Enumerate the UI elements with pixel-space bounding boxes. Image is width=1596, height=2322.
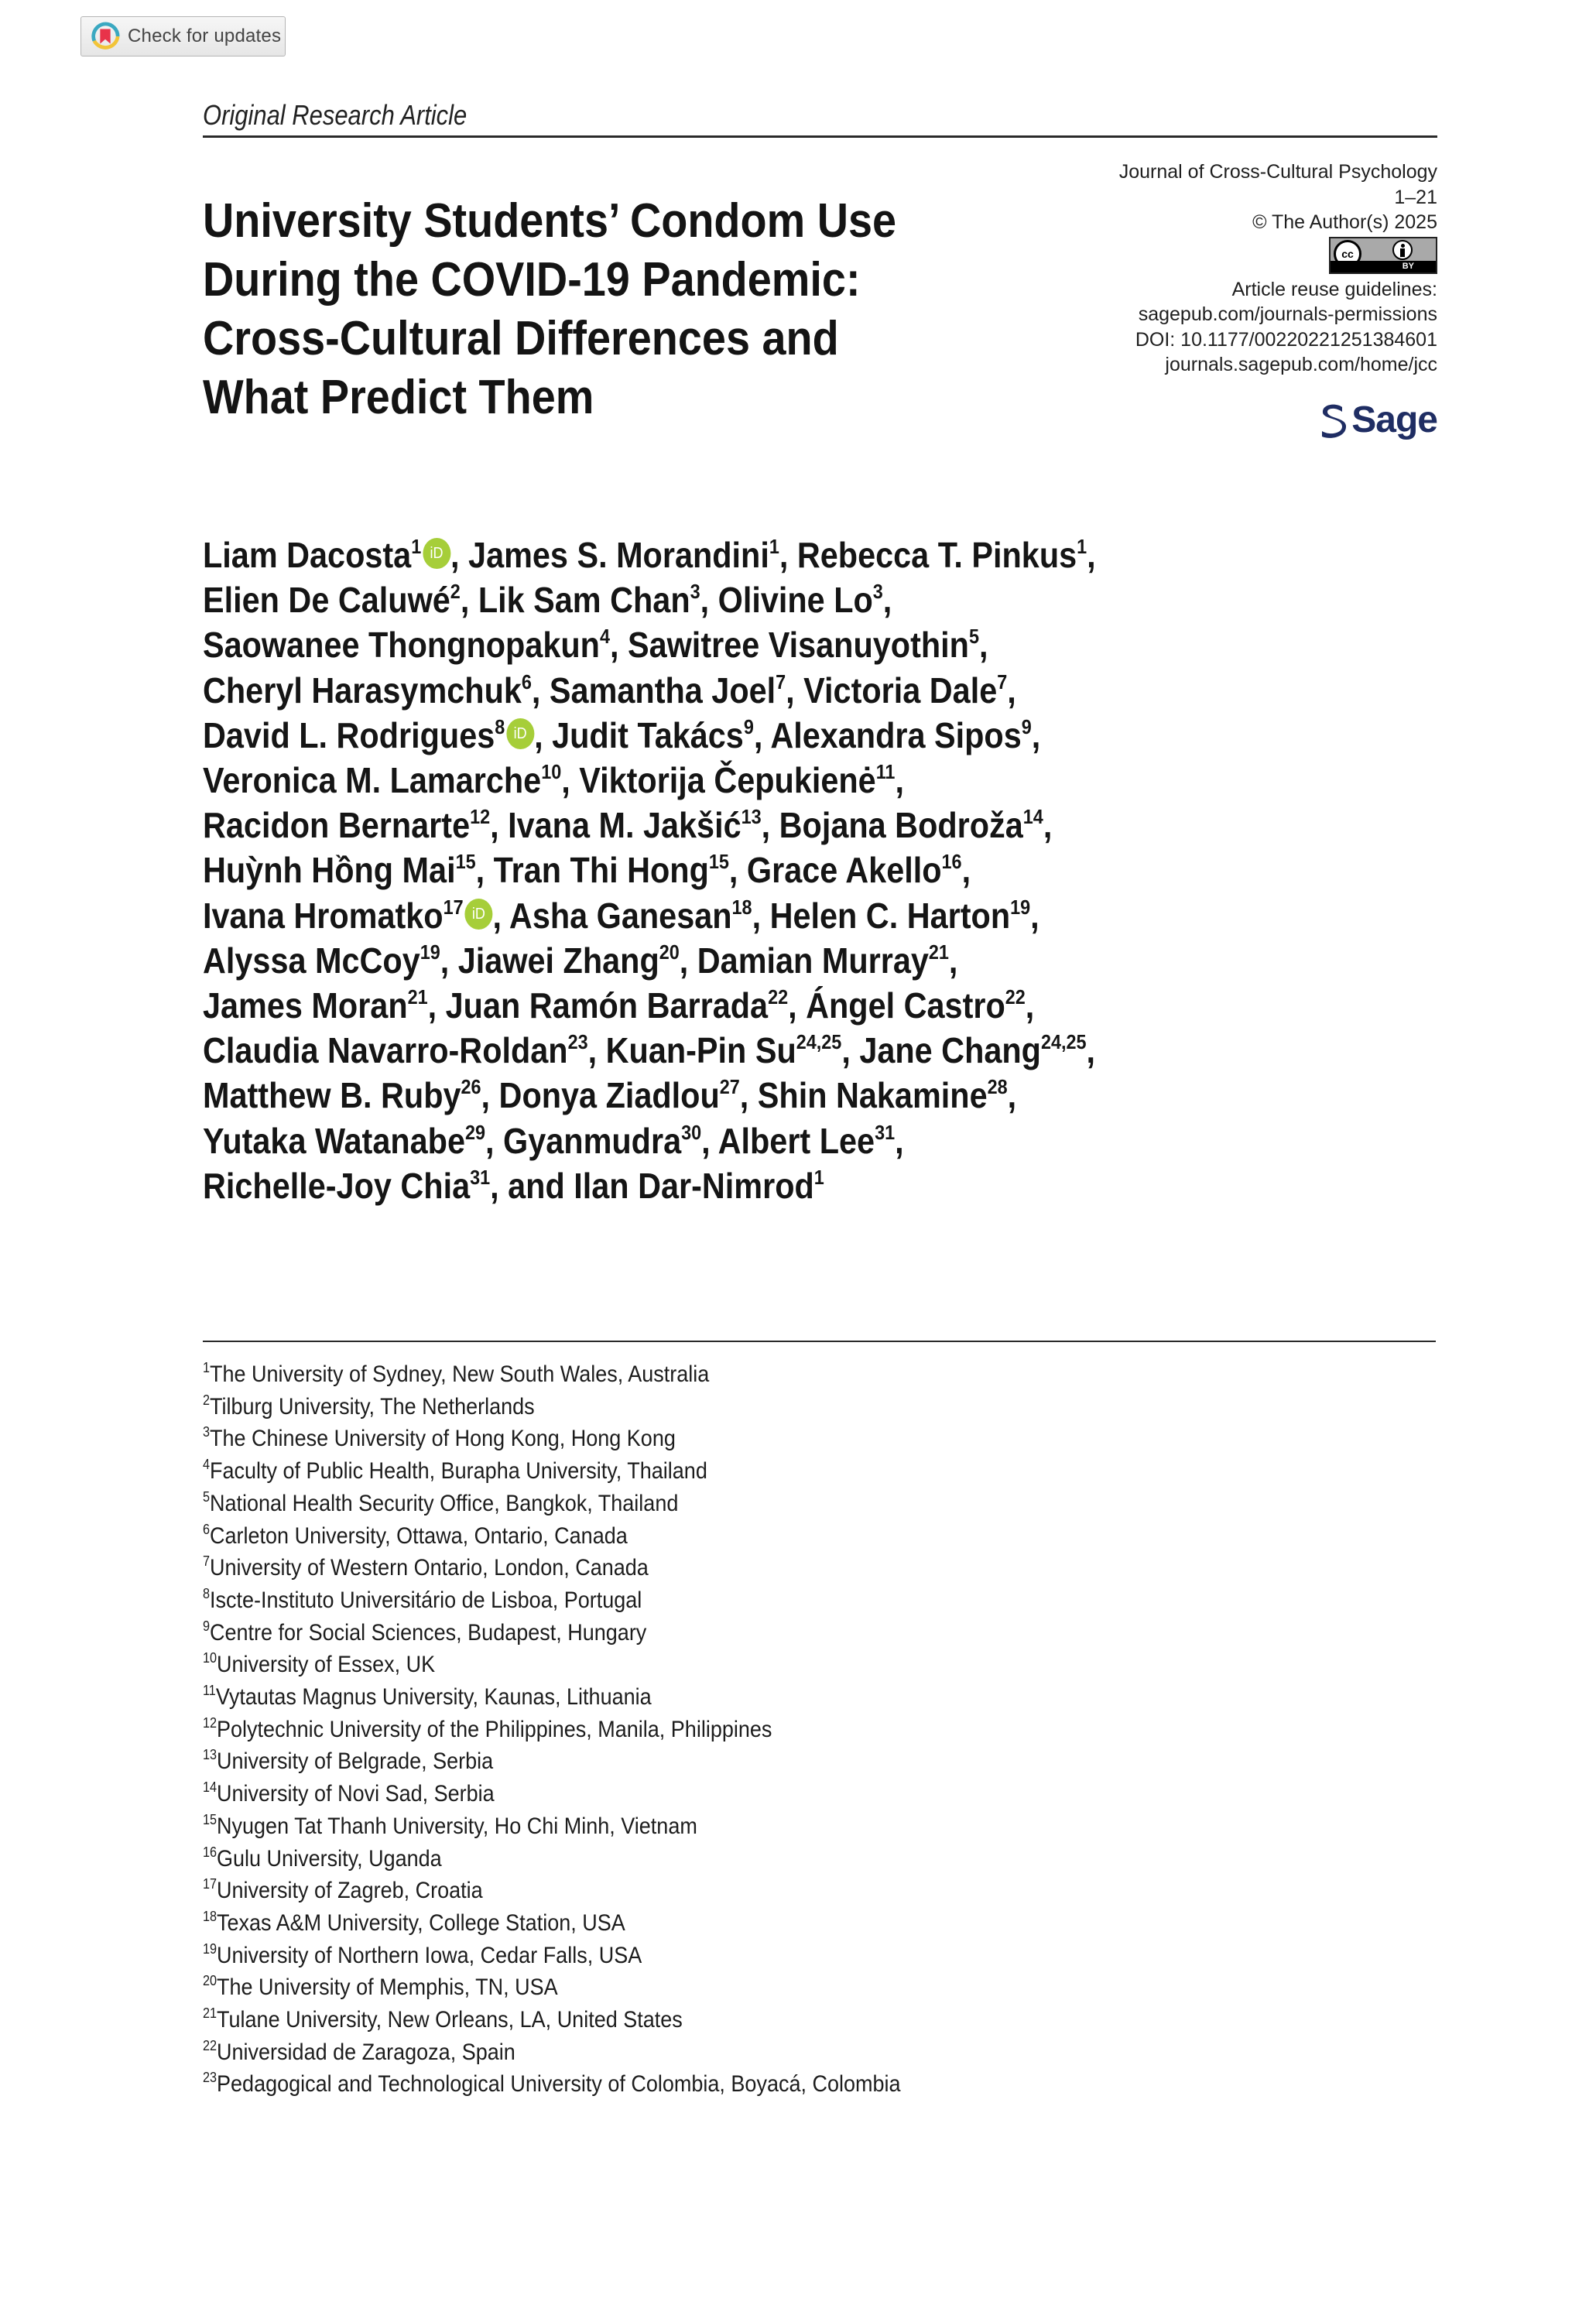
reuse-guidelines-label: Article reuse guidelines: [1231,278,1437,300]
affiliation-number: 11 [203,1683,216,1699]
author-name[interactable]: Liam Dacosta [203,535,412,575]
author-name[interactable]: Ivana M. Jakšić [508,805,741,846]
author-name[interactable]: Damian Murray [697,940,929,981]
affiliation-text: Tilburg University, The Netherlands [210,1393,535,1420]
affiliation-item [203,1714,901,1746]
affiliation-number: 18 [203,1908,217,1924]
affiliation-marker: 17 [443,895,464,919]
affiliation-marker: 23 [567,1030,588,1054]
author-name[interactable]: James S. Morandini [468,535,769,575]
affiliation-item [203,1617,901,1649]
affiliation-marker: 24,25 [1040,1030,1087,1054]
author-name[interactable]: Sawitree Visanuyothin [627,625,969,666]
author-name[interactable]: Saowanee Thongnopakun [203,625,600,666]
cc-by-license-badge[interactable] [1329,237,1437,274]
author-name[interactable]: Bojana Bodroža [779,805,1023,846]
affiliation-number: 15 [203,1811,217,1827]
affiliation-marker: 31 [470,1165,491,1189]
affiliation-item [203,1488,901,1520]
author-separator: , [739,1075,758,1116]
affiliation-text: Vytautas Magnus University, Kaunas, Lithuania [215,1684,652,1711]
affiliation-number: 17 [203,1876,217,1892]
affiliation-item [203,1940,901,1972]
author-line [203,533,1248,577]
author-name[interactable]: Alyssa McCoy [203,940,420,981]
affiliation-text: Iscte-Instituto Universitário de Lisboa, Portugal [210,1587,642,1613]
affiliation-number: 6 [203,1521,211,1537]
author-separator: , [700,580,718,621]
affiliation-text: Nyugen Tat Thanh University, Ho Chi Minh, Vietnam [217,1813,697,1839]
author-name[interactable]: David L. Rodrigues [203,714,495,755]
affiliation-text: National Health Security Office, Bangkok, Thailand [210,1490,679,1516]
affiliation-marker: 30 [681,1120,702,1144]
author-name[interactable]: Samantha Joel [549,670,776,711]
affiliation-item [203,1423,901,1455]
affiliation-marker: 11 [875,760,896,784]
author-line [203,983,1248,1028]
affiliation-number: 8 [203,1585,211,1601]
author-name[interactable]: Cheryl Harasymchuk [203,670,522,711]
title-line: During the COVID-19 Pandemic: [203,253,861,307]
reuse-guidelines-link[interactable]: sagepub.com/journals-permissions [1138,303,1437,325]
affiliation-marker: 4 [599,625,610,649]
affiliation-number: 13 [203,1747,217,1763]
author-name[interactable]: Racidon Bernarte [203,805,471,846]
author-name[interactable]: Viktorija Čepukienė [579,760,876,801]
author-line [203,938,1248,983]
affiliation-item [203,2036,901,2069]
affiliation-text: The University of Sydney, New South Wales, Australia [210,1361,710,1387]
author-separator: , [978,625,988,666]
affiliation-marker: 7 [997,670,1008,694]
check-for-updates-label: Check for updates [128,26,282,46]
title-line: University Students’ Condom Use [203,194,897,248]
author-name[interactable]: Elien De Caluwé [203,580,450,621]
affiliation-text: University of Zagreb, Croatia [217,1878,483,1904]
author-name[interactable]: Albert Lee [718,1120,875,1161]
author-line [203,893,1248,938]
affiliation-marker: 1 [769,535,779,558]
affiliation-number: 9 [203,1618,211,1634]
affiliation-marker: 16 [941,850,962,874]
author-separator: , [679,940,697,981]
affiliation-text: The University of Memphis, TN, USA [217,1974,558,2001]
affiliation-number: 19 [203,1940,217,1957]
title-line: What Predict Them [203,371,594,424]
author-line [203,622,1248,667]
affiliation-marker: 7 [776,670,786,694]
author-separator: , [490,805,509,846]
author-name[interactable]: Judit Takács [552,714,744,755]
author-name[interactable]: Alexandra Sipos [770,714,1022,755]
affiliation-item [203,1681,901,1714]
affiliation-marker: 15 [455,850,476,874]
author-separator: , [1086,1030,1096,1071]
author-name[interactable]: Ángel Castro [806,985,1005,1026]
author-name[interactable]: Matthew B. Ruby [203,1075,461,1116]
author-name[interactable]: Ivana Hromatko [203,895,444,936]
author-name[interactable]: Grace Akello [746,850,942,891]
affiliation-marker: 1 [813,1165,824,1189]
author-separator: , [895,760,904,801]
author-separator: , [561,760,580,801]
sage-wordmark: Sage [1351,399,1437,440]
author-name[interactable]: Yutaka Watanabe [203,1120,465,1161]
author-separator: , [948,940,958,981]
author-name[interactable]: Olivine Lo [718,580,873,621]
affiliation-marker: 22 [1005,985,1026,1009]
affiliation-marker: 21 [407,985,428,1009]
affiliation-number: 21 [203,2005,217,2022]
cc-icon: cc [1334,240,1361,268]
affiliation-marker: 3 [690,580,700,604]
affiliations-divider [203,1341,1436,1342]
author-name[interactable]: Shin Nakamine [757,1075,988,1116]
author-name[interactable]: Gyanmudra [503,1120,682,1161]
author-name[interactable]: Claudia Navarro-Roldan [203,1030,568,1071]
author-separator: , [534,714,553,755]
journal-homepage-link[interactable]: journals.sagepub.com/home/jcc [1165,354,1437,375]
affiliation-marker: 31 [875,1120,896,1144]
affiliation-item [203,1649,901,1681]
author-line [203,848,1248,892]
affiliation-number: 23 [203,2070,217,2086]
affiliation-item [203,1971,901,2004]
affiliation-item [203,1455,901,1488]
sage-logo [1319,399,1437,441]
author-name[interactable]: Helen C. Harton [769,895,1011,936]
check-for-updates-button[interactable] [80,16,286,57]
author-separator: , [531,670,550,711]
author-name[interactable]: Jane Chang [859,1030,1041,1071]
author-line [203,1028,1248,1073]
affiliation-text: Faculty of Public Health, Burapha University, Thailand [210,1458,707,1485]
author-separator: , [1025,985,1035,1026]
author-line [203,1073,1248,1118]
author-separator: , [841,1030,860,1071]
author-separator: , [961,850,971,891]
author-separator: , [609,625,628,666]
affiliation-item [203,1358,901,1391]
affiliation-marker: 21 [928,940,949,964]
affiliation-text: Pedagogical and Technological University of Colombia, Boyacá, Colombia [217,2071,901,2098]
affiliation-number: 14 [203,1779,217,1796]
affiliation-marker: 1 [411,535,422,558]
author-separator: , [460,580,478,621]
orcid-icon[interactable]: iD [506,718,534,749]
title-line: Cross-Cultural Differences and [203,312,839,365]
affiliation-number: 4 [203,1457,211,1473]
affiliation-text: University of Northern Iowa, Cedar Falls, USA [217,1942,642,1968]
affiliation-marker: 10 [541,760,562,784]
affiliation-item [203,1810,901,1843]
affiliation-text: Centre for Social Sciences, Budapest, Hungary [210,1619,647,1646]
author-separator: , [701,1120,718,1161]
affiliation-item [203,1778,901,1810]
affiliation-number: 5 [203,1488,211,1505]
affiliation-text: University of Belgrade, Serbia [217,1748,494,1775]
author-name[interactable]: Kuan-Pin Su [605,1030,796,1071]
author-name[interactable]: Juan Ramón Barrada [445,985,769,1026]
affiliation-text: The Chinese University of Hong Kong, Hong Kong [210,1426,676,1452]
affiliation-text: University of Novi Sad, Serbia [217,1781,495,1807]
affiliation-marker: 15 [708,850,729,874]
affiliation-list [203,1358,978,2101]
author-name[interactable]: Victoria Dale [803,670,998,711]
affiliation-marker: 8 [495,714,505,738]
author-separator: , [1043,805,1053,846]
author-name[interactable]: James Moran [203,985,408,1026]
article-type: Original Research Article [203,99,467,131]
author-name[interactable]: Jiawei Zhang [457,940,659,981]
affiliation-marker: 1 [1077,535,1087,558]
author-separator: , [490,1165,509,1206]
doi[interactable]: DOI: 10.1177/00220221251384601 [1135,328,1437,351]
affiliation-number: 12 [203,1714,217,1731]
author-separator: , [779,535,797,575]
author-separator: , [440,940,458,981]
author-name[interactable]: and Ilan Dar-Nimrod [508,1165,814,1206]
author-separator: , [882,580,892,621]
affiliation-item [203,1745,901,1778]
sage-s-mark-icon [1319,402,1347,438]
affiliation-item [203,1520,901,1553]
journal-meta [1035,159,1437,378]
author-line [203,1163,1248,1208]
affiliation-number: 22 [203,2037,217,2053]
author-separator: , [492,895,509,936]
affiliation-item [203,1907,901,1940]
author-separator: , [485,1120,504,1161]
affiliation-marker: 19 [420,940,440,964]
affiliation-item [203,2004,901,2036]
journal-name: Journal of Cross-Cultural Psychology [1118,161,1437,183]
affiliation-item [203,1584,901,1617]
affiliation-item [203,1875,901,1907]
author-separator: , [761,805,779,846]
affiliation-number: 2 [203,1392,211,1408]
header-divider [203,135,1437,138]
orcid-icon[interactable]: iD [464,899,492,930]
affiliation-number: 20 [203,1973,217,1989]
affiliation-text: Tulane University, New Orleans, LA, United States [217,2007,683,2033]
author-separator: , [753,714,771,755]
author-separator: , [450,535,469,575]
author-separator: , [587,1030,606,1071]
author-list [203,533,1364,1208]
affiliation-marker: 29 [464,1120,486,1144]
affiliation-number: 7 [203,1553,211,1570]
orcid-icon[interactable]: iD [423,538,450,569]
author-separator: , [752,895,770,936]
author-separator: , [427,985,446,1026]
affiliation-marker: 22 [768,985,789,1009]
affiliation-item [203,2068,901,2101]
author-separator: , [1030,895,1039,936]
affiliation-number: 10 [203,1650,217,1666]
affiliation-item [203,1391,901,1423]
author-name[interactable]: Veronica M. Lamarche [203,760,542,801]
author-name[interactable]: Huỳnh Hồng Mai [203,850,456,891]
affiliation-text: Universidad de Zaragoza, Spain [217,2039,515,2065]
author-name[interactable]: Tran Thi Hong [493,850,709,891]
affiliation-marker: 5 [968,625,979,649]
affiliation-number: 3 [203,1424,211,1440]
affiliation-item [203,1552,901,1584]
author-separator: , [1031,714,1041,755]
author-name[interactable]: Asha Ganesan [509,895,732,936]
author-line [203,668,1248,713]
affiliation-marker: 14 [1022,805,1043,829]
affiliation-text: Texas A&M University, College Station, USA [217,1909,625,1936]
author-separator: , [481,1075,499,1116]
author-line [203,713,1248,758]
affiliation-item [203,1843,901,1875]
author-name[interactable]: Lik Sam Chan [478,580,690,621]
author-line [203,758,1248,803]
article-title [203,192,955,427]
affiliation-number: 16 [203,1844,217,1860]
affiliation-marker: 26 [461,1075,481,1099]
author-separator: , [475,850,494,891]
affiliation-text: Polytechnic University of the Philippines, Manila, Philippines [217,1716,772,1742]
author-separator: , [788,985,807,1026]
author-line [203,803,1248,848]
affiliation-marker: 24,25 [796,1030,842,1054]
crossmark-bookmark-icon [91,22,120,51]
author-name[interactable]: Rebecca T. Pinkus [796,535,1077,575]
author-separator: , [1007,670,1016,711]
affiliation-marker: 13 [741,805,762,829]
author-line [203,577,1248,622]
copyright: © The Author(s) 2025 [1252,211,1437,233]
affiliation-text: Carleton University, Ottawa, Ontario, Canada [210,1522,628,1549]
by-label: BY [1402,261,1414,271]
author-separator: , [786,670,804,711]
author-name[interactable]: Donya Ziadlou [498,1075,720,1116]
affiliation-marker: 27 [719,1075,740,1099]
affiliation-number: 1 [203,1360,211,1375]
affiliation-marker: 6 [521,670,532,694]
author-line [203,1118,1248,1163]
attribution-person-icon [1392,240,1413,260]
affiliation-marker: 28 [987,1075,1008,1099]
affiliation-text: University of Western Ontario, London, Canada [210,1555,649,1581]
page-range: 1–21 [1394,186,1437,208]
author-separator: , [895,1120,904,1161]
affiliation-text: Gulu University, Uganda [217,1845,442,1872]
affiliation-marker: 2 [450,580,461,604]
affiliation-marker: 9 [743,714,754,738]
author-separator: , [1007,1075,1017,1116]
affiliation-marker: 20 [659,940,680,964]
author-name[interactable]: Richelle-Joy Chia [203,1165,471,1206]
affiliation-marker: 9 [1021,714,1032,738]
affiliation-marker: 19 [1010,895,1031,919]
author-separator: , [728,850,747,891]
affiliation-marker: 18 [731,895,752,919]
author-separator: , [1087,535,1096,575]
affiliation-marker: 12 [470,805,491,829]
affiliation-marker: 3 [872,580,883,604]
affiliation-text: University of Essex, UK [217,1652,436,1678]
